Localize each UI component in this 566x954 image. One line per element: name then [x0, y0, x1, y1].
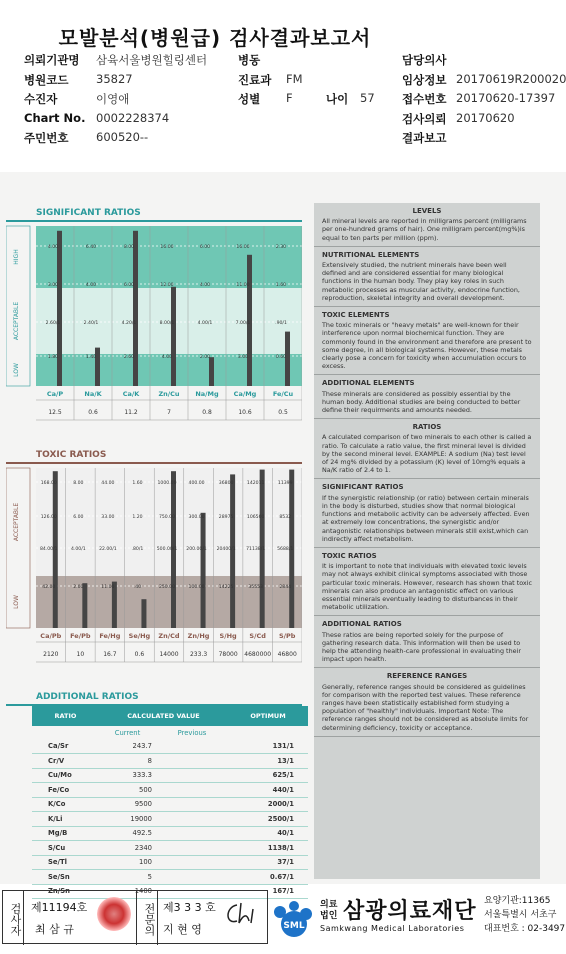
examiner-license: 제11194호 [31, 901, 88, 914]
examiner-seal [97, 897, 131, 931]
signature-box [2, 890, 268, 944]
ratio-optimum: 167/1 [228, 884, 308, 899]
specialist-name: 지 현 영 [163, 923, 202, 936]
additional-subheader-row [32, 726, 308, 740]
chart-scale-label: 84.00/1 [39, 547, 58, 552]
chart-category-label: Ca/Pb [40, 632, 62, 640]
chart-value-label: 14000 [159, 651, 179, 658]
header-value: 삼육서울병원힐링센터 [96, 53, 208, 67]
additional-header-cell: OPTIMUM [228, 706, 308, 726]
header-label: 접수번호 [402, 92, 447, 106]
chart-zone-label: LOW [13, 363, 20, 377]
ratio-current: 333.3 [99, 768, 156, 783]
ratio-name: Zn/Sn [32, 884, 99, 899]
chart-bar [133, 231, 138, 386]
chart-scale-label: 142011 [246, 481, 265, 486]
additional-header-cell: CALCULATED VALUE [99, 706, 228, 726]
header-row [24, 130, 564, 150]
chart-scale-label: 1.60 [132, 481, 143, 486]
chart-scale-label: 3.00 [47, 283, 59, 288]
header-label: 병동 [238, 53, 261, 67]
chart-scale-label: 8.00 [123, 245, 135, 250]
org-english-name: Samkwang Medical Laboratories [320, 924, 465, 933]
chart-zone-label: HIGH [13, 249, 20, 265]
report-title: 모발분석(병원급) 검사결과보고서 [58, 26, 372, 50]
chart-value-label: 2120 [43, 651, 59, 658]
additional-ratios-title: ADDITIONAL RATIOS [6, 690, 302, 706]
ratio-optimum: 13/1 [228, 754, 308, 769]
chart-scale-label: 126.00 [40, 515, 57, 520]
chart-scale-label: 300.00 [188, 515, 205, 520]
chart-scale-label: 4.00 [161, 355, 173, 360]
ratio-optimum: 0.67/1 [228, 870, 308, 885]
chart-scale-label: 4.20/1 [121, 321, 137, 326]
age-value: 57 [360, 91, 375, 105]
specialist-label: 전문의 [136, 891, 158, 945]
info-block [314, 479, 540, 547]
header-value: 이영애 [96, 92, 130, 106]
ratio-current: 2340 [99, 841, 156, 856]
specialist-signature [223, 899, 259, 929]
significant-ratios-title: SIGNIFICANT RATIOS [6, 206, 302, 222]
chart-value-label: 233.3 [189, 651, 208, 658]
chart-scale-label: 42.00 [42, 585, 56, 590]
table-row [32, 754, 308, 769]
additional-subheader-cell [32, 726, 99, 740]
chart-scale-label: 250.00 [158, 585, 176, 590]
info-block-text: Extensively studied, the nutrient minerals have been well defined and are considered essential for many biological functions in the human body. They play key roles in such metabolic processes as muscular activity, endocrine function, reproduction, skeletal integrity and overall development. [322, 261, 520, 302]
header-label: Chart No. [24, 110, 86, 125]
header-row [24, 52, 564, 72]
chart-scale-label: 71138/1 [246, 547, 266, 552]
header-label: 병원코드 [24, 72, 69, 87]
ratio-name: Ca/Sr [32, 740, 99, 754]
chart-category-label: S/Cd [249, 632, 266, 640]
info-block-title: TOXIC RATIOS [322, 551, 377, 560]
info-block-title: ADDITIONAL ELEMENTS [322, 379, 415, 388]
additional-subheader-cell [228, 726, 308, 740]
chart-scale-label: 8532 [279, 515, 292, 520]
chart-zone-label: ACCEPTABLE [13, 301, 20, 341]
org-tag: 의료법인 [320, 900, 338, 921]
header-value: 20170619R200020 [456, 71, 566, 86]
chart-scale-label: 6.00 [199, 245, 211, 250]
chart-category-label: Se/Hg [128, 632, 151, 640]
ratio-optimum: 131/1 [228, 740, 308, 754]
header-value: F [286, 91, 293, 105]
chart-category-label: Ca/P [46, 390, 64, 398]
chart-value-label: 0.5 [278, 409, 288, 416]
chart-scale-label: .80/1 [131, 547, 144, 552]
info-block [314, 307, 540, 375]
chart-bar [209, 357, 214, 386]
chart-scale-label: 100.00 [188, 585, 205, 590]
chart-category-label: S/Hg [219, 632, 237, 640]
ratio-previous [156, 754, 228, 769]
chart-bar [95, 348, 100, 386]
chart-scale-label: 200.00/1 [186, 547, 207, 552]
ratio-current: 9500 [99, 797, 156, 812]
chart-scale-label: 4.00 [47, 245, 59, 250]
info-panel [314, 203, 540, 879]
info-block-title: TOXIC ELEMENTS [322, 311, 390, 320]
ratio-previous [156, 740, 228, 754]
toxic-ratios-title: TOXIC RATIOS [6, 448, 302, 464]
chart-scale-label: 106500 [246, 515, 265, 520]
chart-scale-label: 1.20 [132, 515, 143, 520]
patient-info-header [24, 52, 564, 150]
chart-scale-label: 0.60 [275, 355, 287, 360]
table-row [32, 783, 308, 798]
header-label: 임상정보 [402, 72, 447, 87]
table-row [32, 812, 308, 827]
info-block-title: SIGNIFICANT RATIOS [322, 483, 404, 492]
info-block-text: If the synergistic relationship (or ratio) between certain minerals in the body is disturbed, studies show that normal biological functions and metabolic activity can be adversely affected. Even at extremely low concentrations, the synergistic and/or antagonistic relationships between minerals still exist,which can indirectly affect metabolism. [322, 493, 530, 543]
chart-scale-label: 6.00 [73, 515, 84, 520]
ratio-optimum: 625/1 [228, 768, 308, 783]
chart-scale-label: 400.00 [188, 481, 205, 486]
header-label: 수진자 [24, 92, 58, 106]
chart-scale-label: 2.30 [275, 245, 287, 250]
header-value: 20170620-17397 [456, 91, 556, 105]
chart-scale-label: 1.80 [47, 355, 59, 360]
additional-subheader-cell: Previous [177, 728, 207, 737]
table-row [32, 841, 308, 856]
chart-scale-label: 11399 [277, 481, 293, 486]
chart-scale-label: 36800 [218, 481, 234, 486]
chart-scale-label: 6.00 [123, 283, 135, 288]
ratio-name: Mg/B [32, 826, 99, 841]
chart-value-label: 0.8 [202, 409, 212, 416]
ratio-optimum: 2500/1 [228, 812, 308, 827]
ratio-optimum: 2000/1 [228, 797, 308, 812]
info-block-title: REFERENCE RANGES [386, 672, 468, 681]
chart-scale-label: 6.40 [85, 245, 97, 250]
header-label: 성별 [238, 92, 261, 106]
ratio-current: 19000 [99, 812, 156, 827]
chart-zone [36, 226, 302, 288]
chart-value-label: 46800 [277, 651, 297, 658]
significant-ratios-chart [6, 222, 302, 432]
header-value: FM [286, 71, 303, 86]
org-name: 삼광의료재단 [343, 899, 477, 924]
chart-scale-label: 2844 [279, 585, 292, 590]
ratio-optimum: 40/1 [228, 826, 308, 841]
ratio-name: Cu/Mo [32, 768, 99, 783]
info-block-title: ADDITIONAL RATIOS [322, 620, 402, 629]
chart-scale-label: 33.00 [101, 515, 115, 520]
ratio-previous [156, 870, 228, 885]
chart-scale-label: 11.00 [236, 283, 250, 288]
chart-value-label: 0.6 [134, 651, 145, 658]
chart-bar [201, 513, 206, 628]
header-label: 결과보고 [402, 131, 447, 145]
chart-scale-label: 2.60/1 [45, 321, 61, 326]
ratio-previous [156, 812, 228, 827]
ratio-name: Fe/Co [32, 783, 99, 798]
header-row [24, 91, 564, 111]
chart-scale-label: 500.00/1 [156, 547, 178, 552]
table-row [32, 740, 308, 754]
chart-scale-label: 4.00/1 [197, 321, 213, 326]
chart-category-label: Fe/Pb [70, 632, 91, 640]
ratio-previous [156, 855, 228, 870]
ratio-current: 100 [99, 855, 156, 870]
chart-category-label: Na/K [84, 390, 102, 398]
ratio-name: S/Cu [32, 841, 99, 856]
header-label: 의뢰기관명 [24, 53, 80, 67]
info-block [314, 548, 540, 616]
chart-value-label: 11.2 [124, 409, 138, 416]
ratio-name: K/Li [32, 812, 99, 827]
info-block-text: It is important to note that individuals with elevated toxic levels may not always exhibit clinical symptoms associated with those particular toxic minerals. However, research has shown that toxic minerals can also produce an antagonistic effect on various essential minerals eventually leading to disturbances in their metabolic utilization. [322, 562, 532, 612]
ratio-name: K/Co [32, 797, 99, 812]
chart-scale-label: 5688/1 [277, 547, 294, 552]
chart-scale-label: 16.00 [160, 245, 174, 250]
chart-value-label: 0.6 [88, 409, 98, 416]
info-block-title: RATIOS [412, 423, 442, 432]
ratio-previous [156, 826, 228, 841]
table-row [32, 768, 308, 783]
chart-scale-label: 1.60 [275, 283, 287, 288]
chart-category-label: Ca/Mg [233, 390, 257, 398]
chart-value-label: 12.5 [48, 409, 62, 416]
chart-scale-label: 2.60 [123, 355, 135, 360]
table-row [32, 870, 308, 885]
chart-category-label: Zn/Cu [158, 390, 180, 398]
chart-scale-label: 12.00 [160, 283, 174, 288]
header-label: 담당의사 [402, 53, 447, 67]
table-row [32, 855, 308, 870]
header-label: 검사의뢰 [402, 111, 447, 126]
chart-scale-label: .90/1 [275, 321, 287, 326]
chart-scale-label: 16.00 [236, 245, 250, 250]
info-block-title: LEVELS [412, 207, 442, 215]
chart-category-label: Zn/Cd [158, 632, 180, 640]
ratio-optimum: 440/1 [228, 783, 308, 798]
chart-scale-label: 168.00 [40, 481, 57, 486]
ratio-current: 492.5 [99, 826, 156, 841]
header-label: 진료과 [238, 72, 272, 87]
info-block-text: These ratios are being reported solely for the purpose of gathering research data. This information will then be used to help the attending health-care professional in evaluating their impact upon health. [322, 630, 521, 664]
chart-scale-label: 1000.00 [157, 481, 177, 486]
ratio-previous [156, 768, 228, 783]
significant-ratios-section [6, 206, 302, 436]
chart-category-label: Ca/K [122, 390, 140, 398]
chart-scale-label: 7.00/1 [235, 321, 251, 326]
header-value: 20170620 [456, 110, 515, 125]
toxic-ratios-chart [6, 464, 302, 676]
chart-scale-label: 2.40/1 [83, 321, 99, 326]
header-value: 0002228374 [96, 110, 170, 125]
ratio-name: Se/Tl [32, 855, 99, 870]
chart-scale-label: 11.00 [101, 585, 115, 590]
chart-zone-label: LOW [13, 595, 20, 609]
ratio-name: Se/Sn [32, 870, 99, 885]
info-block-title: NUTRITIONAL ELEMENTS [322, 250, 420, 259]
org-address: 서울특별시 서초구 [484, 910, 557, 920]
chart-scale-label: 4.00 [85, 283, 97, 288]
ratio-optimum: 37/1 [228, 855, 308, 870]
chart-scale-label: 750.00 [158, 515, 176, 520]
table-row [32, 797, 308, 812]
org-phone: 대표번호 : 02-3497 [484, 924, 566, 934]
chart-scale-label: 35553 [248, 585, 263, 590]
ratio-previous [156, 797, 228, 812]
info-block [314, 247, 540, 307]
ratio-optimum: 1138/1 [228, 841, 308, 856]
chart-category-label: S/Pb [278, 632, 296, 640]
chart-category-label: Zn/Hg [187, 632, 210, 640]
chart-bar [141, 599, 146, 628]
additional-ratios-table [32, 706, 308, 899]
chart-value-label: 10.6 [238, 409, 252, 416]
header-value: 35827 [96, 71, 133, 86]
info-block-text: Generally, reference ranges should be considered as guidelines for comparison with the reported test values. These reference ranges have been statistically established form studying a population of "healthly" individuals. Important Note: The reference ranges should not be considered as absolute limits for determining deficiency, toxicity or acceptance. [322, 682, 529, 732]
report-footer [0, 888, 566, 954]
info-block-text: These minerals are considered as possibly essential by the human body. Additional studies are being conducted to better define their requirments and amounts needed. [322, 389, 521, 415]
org-contact [484, 894, 566, 936]
chart-scale-label: 8.00 [73, 481, 84, 486]
header-row [24, 72, 564, 92]
info-block [314, 419, 540, 479]
chart-scale-label: 2.00 [199, 355, 211, 360]
chart-value-label: 4680000 [244, 651, 272, 658]
chart-scale-label: 2.00 [73, 585, 84, 590]
ratio-charts-panel [6, 206, 302, 899]
chart-scale-label: 28975 [218, 515, 234, 520]
info-block-text: The toxic minerals or "heavy metals" are well-known for their interference upon normal biochemical function. They are commonly found in the environment and therefore are present to some degree, in all biological systems. However, these metals clearly pose a concern for toxicity when accumulation occurs to excess. [322, 321, 532, 371]
info-block [314, 203, 540, 247]
info-block-text: A calculated comparison of two minerals to each other is called a ratio. To calculate a ratio value, the first mineral level is divided by the second mineral level. EXAMPLE: A sodium (Na) test level of 24 mg% divided by a potassium (K) level of 10mg% equals a Na/K ratio of 2.4 to 1. [322, 433, 532, 475]
ratio-previous [156, 841, 228, 856]
chart-category-label: Fe/Hg [99, 632, 121, 640]
info-block [314, 375, 540, 419]
chart-scale-label: 4.00 [199, 283, 211, 288]
chart-scale-label: .40 [133, 585, 142, 590]
ratio-previous [156, 783, 228, 798]
chart-scale-label: 14225 [218, 585, 234, 590]
additional-header-cell: RATIO [32, 706, 99, 726]
chart-value-label: 16.7 [103, 651, 117, 658]
chart-scale-label: 22.00/1 [99, 547, 117, 552]
info-block-text: All mineral levels are reported in milligrams percent (milligrams per one-hundred grams of hair). One milligram percent(mg%)is equal to ten parts per million (ppm). [322, 217, 527, 242]
chart-scale-label: 4.00/1 [70, 547, 86, 552]
age-label: 나이 [326, 92, 349, 106]
additional-header-row [32, 706, 308, 726]
examiner-name: 최 삼 규 [35, 923, 74, 936]
ratio-current: 243.7 [99, 740, 156, 754]
additional-ratios-section [6, 690, 302, 899]
chart-scale-label: 44.00 [101, 481, 115, 486]
ratio-current: 500 [99, 783, 156, 798]
chart-scale-label: 8.00/1 [159, 321, 175, 326]
table-row [32, 826, 308, 841]
info-block [314, 616, 540, 668]
toxic-ratios-section [6, 448, 302, 680]
chart-value-label: 7 [167, 409, 171, 416]
ratio-current: 5 [99, 870, 156, 885]
header-label: 주민번호 [24, 131, 69, 145]
examiner-label: 검사자 [3, 891, 24, 945]
chart-category-label: Fe/Cu [272, 390, 294, 398]
additional-subheader-cell: Current [114, 728, 141, 737]
chart-value-label: 10 [76, 651, 85, 658]
sml-logo-text: SML [283, 921, 305, 931]
chart-bar [57, 231, 62, 386]
chart-category-label: Na/Mg [195, 390, 219, 398]
chart-scale-label: 1.40 [85, 355, 97, 360]
chart-value-label: 78000 [218, 651, 238, 658]
sml-logo-icon [270, 892, 320, 944]
chart-scale-label: 3.00 [237, 355, 249, 360]
org-code: 요양기관:11365 [484, 896, 551, 906]
ratio-name: Cr/V [32, 754, 99, 769]
header-row [24, 111, 564, 131]
chart-bar [171, 287, 176, 386]
ratio-current: 1400 [99, 884, 156, 899]
specialist-license: 제3 3 3 호 [163, 901, 216, 914]
chart-zone-label: ACCEPTABLE [13, 502, 20, 542]
chart-scale-label: 20400/1 [216, 547, 236, 552]
ratio-current: 8 [99, 754, 156, 769]
header-value: 600520-- [96, 130, 149, 144]
info-block [314, 668, 540, 736]
